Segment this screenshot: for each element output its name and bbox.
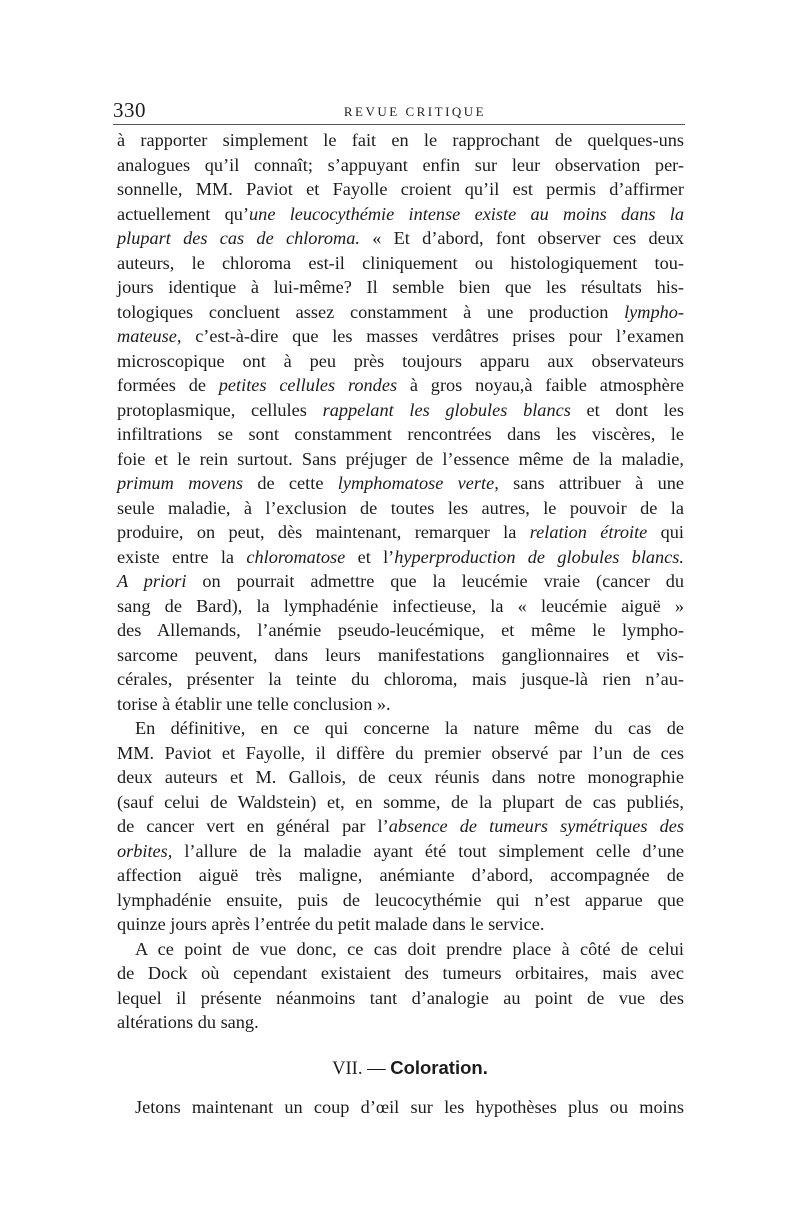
text-line — [117, 300, 684, 325]
italic-term: lymphomatose verte, — [337, 473, 499, 493]
text-line: des Allemands, l’anémie pseudo-leucémique, et même le lympho- — [117, 620, 684, 640]
text-line — [117, 569, 684, 594]
text-segment: existe entre la — [117, 546, 247, 567]
text-line — [117, 324, 684, 349]
final-text-line — [117, 1095, 684, 1120]
section-number: VII. — — [332, 1059, 386, 1079]
text-line: A ce point de vue donc, ce cas doit prendre place à côté de celui — [135, 938, 684, 959]
text-line: affection aiguë très maligne, anémiante d’abord, accompagnée de — [117, 865, 684, 885]
italic-term: lympho- — [624, 301, 684, 322]
text-segment: et l’ — [345, 546, 395, 567]
italic-term: A priori — [117, 571, 187, 591]
text-line: cérales, présenter la teinte du chloroma, mais jusque-là rien n’au- — [117, 669, 684, 689]
text-line: (sauf celui de Waldstein) et, en somme, de la plupart de cas publiés, — [117, 791, 684, 812]
section-title: Coloration. — [390, 1057, 488, 1078]
text-line: auteurs, le chloroma est-il cliniquement ou histologiquement tou- — [117, 252, 684, 273]
text-segment: à gros noyau,à faible atmosphère — [397, 375, 684, 395]
section-heading — [0, 1057, 800, 1080]
text-line: seule maladie, à l’exclusion de toutes les autres, le pouvoir de la — [117, 497, 684, 518]
text-segment: et dont les — [570, 399, 684, 420]
text-line — [117, 226, 684, 251]
text-line — [117, 814, 684, 839]
text-line: sonnelle, MM. Paviot et Fayolle croient qu’il est permis d’affirmer — [117, 179, 684, 199]
text-line — [117, 471, 684, 496]
running-title: REVUE CRITIQUE — [343, 104, 487, 119]
text-line: En définitive, en ce qui concerne la nature même du cas de — [135, 718, 684, 738]
text-line: quinze jours après l’entrée du petit malade dans le service. — [117, 914, 545, 934]
body-text — [117, 128, 684, 1035]
text-segment: de cette — [243, 473, 338, 493]
text-segment: tologiques concluent assez constamment à une production — [117, 301, 625, 322]
italic-term: hyperproduction de globules blancs. — [394, 546, 684, 567]
page-number: 330 — [113, 98, 146, 122]
text-line: lequel il présente néanmoins tant d’analogie au point de vue des — [117, 987, 684, 1008]
text-line: deux auteurs et M. Gallois, de ceux réunis dans notre monographie — [117, 767, 684, 787]
text-segment: qui — [647, 522, 685, 542]
text-segment: de cancer vert en général par l’ — [117, 816, 389, 836]
italic-quote: une leucocythémie intense existe au moins dans la — [249, 203, 684, 224]
text-segment: on pourrait admettre que la leucémie vraie (cancer du — [186, 571, 685, 591]
text-line: jours identique à lui-même? Il semble bien que les résultats his- — [117, 277, 684, 297]
italic-quote: plupart des cas de chloroma. — [117, 228, 360, 248]
text-line: foie et le rein surtout. Sans préjuger de l’essence même de la maladie, — [117, 448, 684, 469]
text-segment: protoplasmique, cellules — [117, 399, 323, 420]
text-line: infiltrations se sont constamment rencontrées dans les viscères, le — [117, 424, 684, 444]
header-rule — [113, 124, 685, 125]
text-line: lymphadénie ensuite, puis de leucocythémie qui n’est apparue que — [117, 889, 684, 910]
italic-term: primum movens — [117, 473, 244, 493]
text-line: torise à établir une telle conclusion ». — [117, 693, 391, 714]
text-line — [117, 839, 684, 864]
text-segment: l’allure de la maladie ayant été tout simplement celle d’une — [172, 840, 684, 861]
text-line: Jetons maintenant un coup d’œil sur les hypothèses plus ou moins — [135, 1097, 684, 1117]
text-line: de Dock où cependant existaient des tumeurs orbitaires, mais avec — [117, 963, 684, 983]
text-line: microscopique ont à peu près toujours apparu aux observateurs — [117, 350, 684, 371]
text-line: MM. Paviot et Fayolle, il diffère du premier observé par l’un de ces — [117, 742, 684, 763]
text-line: sang de Bard), la lymphadénie infectieuse, la « leucémie aiguë » — [117, 595, 684, 616]
text-line: analogues qu’il connaît; s’appuyant enfin sur leur observation per- — [117, 154, 684, 175]
text-segment: « Et d’abord, font observer ces deux — [359, 228, 684, 248]
text-line: à rapporter simplement le fait en le rapprochant de quelques-uns — [117, 130, 684, 150]
text-segment: produire, on peut, dès maintenant, remarquer la — [117, 522, 530, 542]
italic-term: chloromatose — [246, 546, 346, 567]
text-segment: actuellement qu’ — [117, 203, 250, 224]
italic-term: relation étroite — [529, 522, 648, 542]
text-segment: sans attribuer à une — [498, 473, 684, 493]
italic-term: petites cellules rondes — [218, 375, 398, 395]
italic-term: rappelant les globules blancs — [322, 399, 571, 420]
text-line — [117, 520, 684, 545]
italic-term: absence de tumeurs symétriques des — [388, 816, 685, 836]
text-line — [117, 398, 684, 423]
text-line: altérations du sang. — [117, 1012, 259, 1032]
text-line — [117, 202, 684, 227]
text-line: sarcome peuvent, dans leurs manifestations ganglionnaires et vis- — [117, 644, 684, 665]
text-segment: formées de — [117, 375, 219, 395]
text-line — [117, 373, 684, 398]
italic-term: orbites, — [117, 840, 173, 861]
text-line — [117, 545, 684, 570]
text-segment: c’est-à-dire que les masses verdâtres prises pour l’examen — [181, 326, 684, 346]
italic-term: mateuse, — [117, 326, 182, 346]
